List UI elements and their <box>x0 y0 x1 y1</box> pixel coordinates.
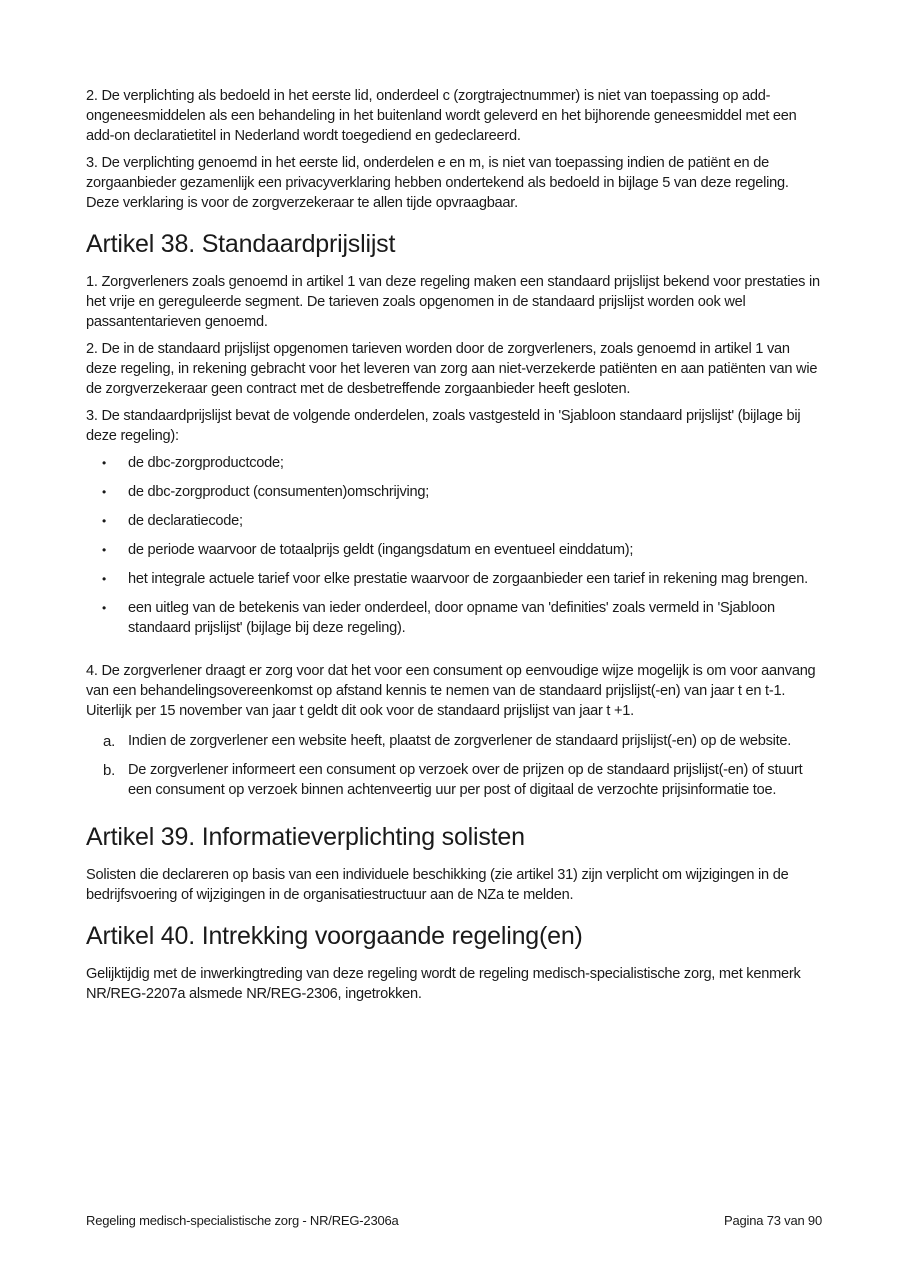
paragraph-art40: Gelijktijdig met de inwerkingtreding van deze regeling wordt de regeling medisch-specialistische zorg, met kenmerk NR/REG-2207a alsmede NR/REG-2306, ingetrokken. <box>86 966 801 1002</box>
list-marker: a. <box>103 733 116 750</box>
bullet-list-prijslijst-onderdelen <box>86 453 822 638</box>
paragraph-art39: Solisten die declareren op basis van een individuele beschikking (zie artikel 31) zijn verplicht om wijzigingen in de bedrijfsvoering of wijzigingen in de organisatiestructuur aan de NZa te melden. <box>86 867 789 903</box>
list-item: b. De zorgverlener informeert een consument op verzoek over de prijzen op de standaard prijslijst(-en) of stuurt een consument op verzoek binnen achtenveertig uur per post of digitaal de verzochte prijsinformatie toe. <box>103 762 803 798</box>
bullet-icon: • <box>102 601 106 615</box>
list-item: • de dbc-zorgproductcode; <box>102 455 284 471</box>
list-marker: b. <box>103 762 116 779</box>
paragraph-art38-lid2: 2. De in de standaard prijslijst opgenomen tarieven worden door de zorgverleners, zoals genoemd in artikel 1 van deze regeling, in rekening gebracht voor het leveren van zorg aan niet-verzekerde patiënten en aan patiënten van wie de zorgverzekeraar geen contract met de desbetreffende zorgaanbieder heeft gesloten. <box>86 341 818 397</box>
heading-artikel-40: Artikel 40. Intrekking voorgaande regeling(en) <box>86 922 583 950</box>
alpha-list-website-info <box>86 731 822 800</box>
list-item: • de dbc-zorgproduct (consumenten)omschrijving; <box>102 484 430 500</box>
paragraph-art38-lid3: 3. De standaardprijslijst bevat de volgende onderdelen, zoals vastgesteld in 'Sjabloon standaard prijslijst' (bijlage bij deze regeling): <box>86 408 801 444</box>
bullet-icon: • <box>102 543 106 557</box>
footer-page-number: Pagina 73 van 90 <box>724 1213 822 1228</box>
page-footer <box>86 1213 822 1228</box>
list-item: • de periode waarvoor de totaalprijs geldt (ingangsdatum en eventueel einddatum); <box>102 542 634 558</box>
heading-artikel-39: Artikel 39. Informatieverplichting solisten <box>86 823 525 851</box>
bullet-icon: • <box>102 572 106 586</box>
paragraph-art38-lid4: 4. De zorgverlener draagt er zorg voor dat het voor een consument op eenvoudige wijze mogelijk is om voor aanvang van een behandelingsovereenkomst op afstand kennis te nemen van de standaard prijslijst(-en) van jaar t en t-1. Uiterlijk per 15 november van jaar t geldt dit ook voor de standaard prijslijst van jaar t +1. <box>86 663 816 719</box>
list-item: a. Indien de zorgverlener een website heeft, plaatst de zorgverlener de standaard prijslijst(-en) op de website. <box>103 733 792 750</box>
list-item: • een uitleg van de betekenis van ieder onderdeel, door opname van 'definities' zoals vermeld in 'Sjabloon standaard prijslijst' (bijlage bij deze regeling). <box>102 600 775 636</box>
heading-artikel-38: Artikel 38. Standaardprijslijst <box>86 230 396 258</box>
list-item: • het integrale actuele tarief voor elke prestatie waarvoor de zorgaanbieder een tarief in rekening mag brengen. <box>102 571 808 587</box>
spacer <box>86 647 822 661</box>
document-page <box>86 86 822 1011</box>
list-item: • de declaratiecode; <box>102 513 243 529</box>
bullet-icon: • <box>102 514 106 528</box>
footer-document-title: Regeling medisch-specialistische zorg - NR/REG-2306a <box>86 1213 399 1228</box>
paragraph-art38-lid1: 1. Zorgverleners zoals genoemd in artikel 1 van deze regeling maken een standaard prijslijst bekend voor prestaties in het vrije en gereguleerde segment. De tarieven zoals opgenomen in de standaard prijslijst worden ook wel passantentarieven genoemd. <box>86 274 820 330</box>
bullet-icon: • <box>102 456 106 470</box>
paragraph-art37-lid3: 3. De verplichting genoemd in het eerste lid, onderdelen e en m, is niet van toepassing indien de patiënt en de zorgaanbieder gezamenlijk een privacyverklaring hebben ondertekend als bedoeld in bijlage 5 van deze regeling. Deze verklaring is voor de zorgverzekeraar te allen tijde opvraagbaar. <box>86 155 789 211</box>
paragraph-art37-lid2: 2. De verplichting als bedoeld in het eerste lid, onderdeel c (zorgtrajectnummer) is niet van toepassing op add-ongeneesmiddelen als een behandeling in het buitenland wordt geleverd en het bijhorende geneesmiddel met een add-on declaratietitel in Nederland wordt toegediend en gedeclareerd. <box>86 88 797 144</box>
bullet-icon: • <box>102 485 106 499</box>
